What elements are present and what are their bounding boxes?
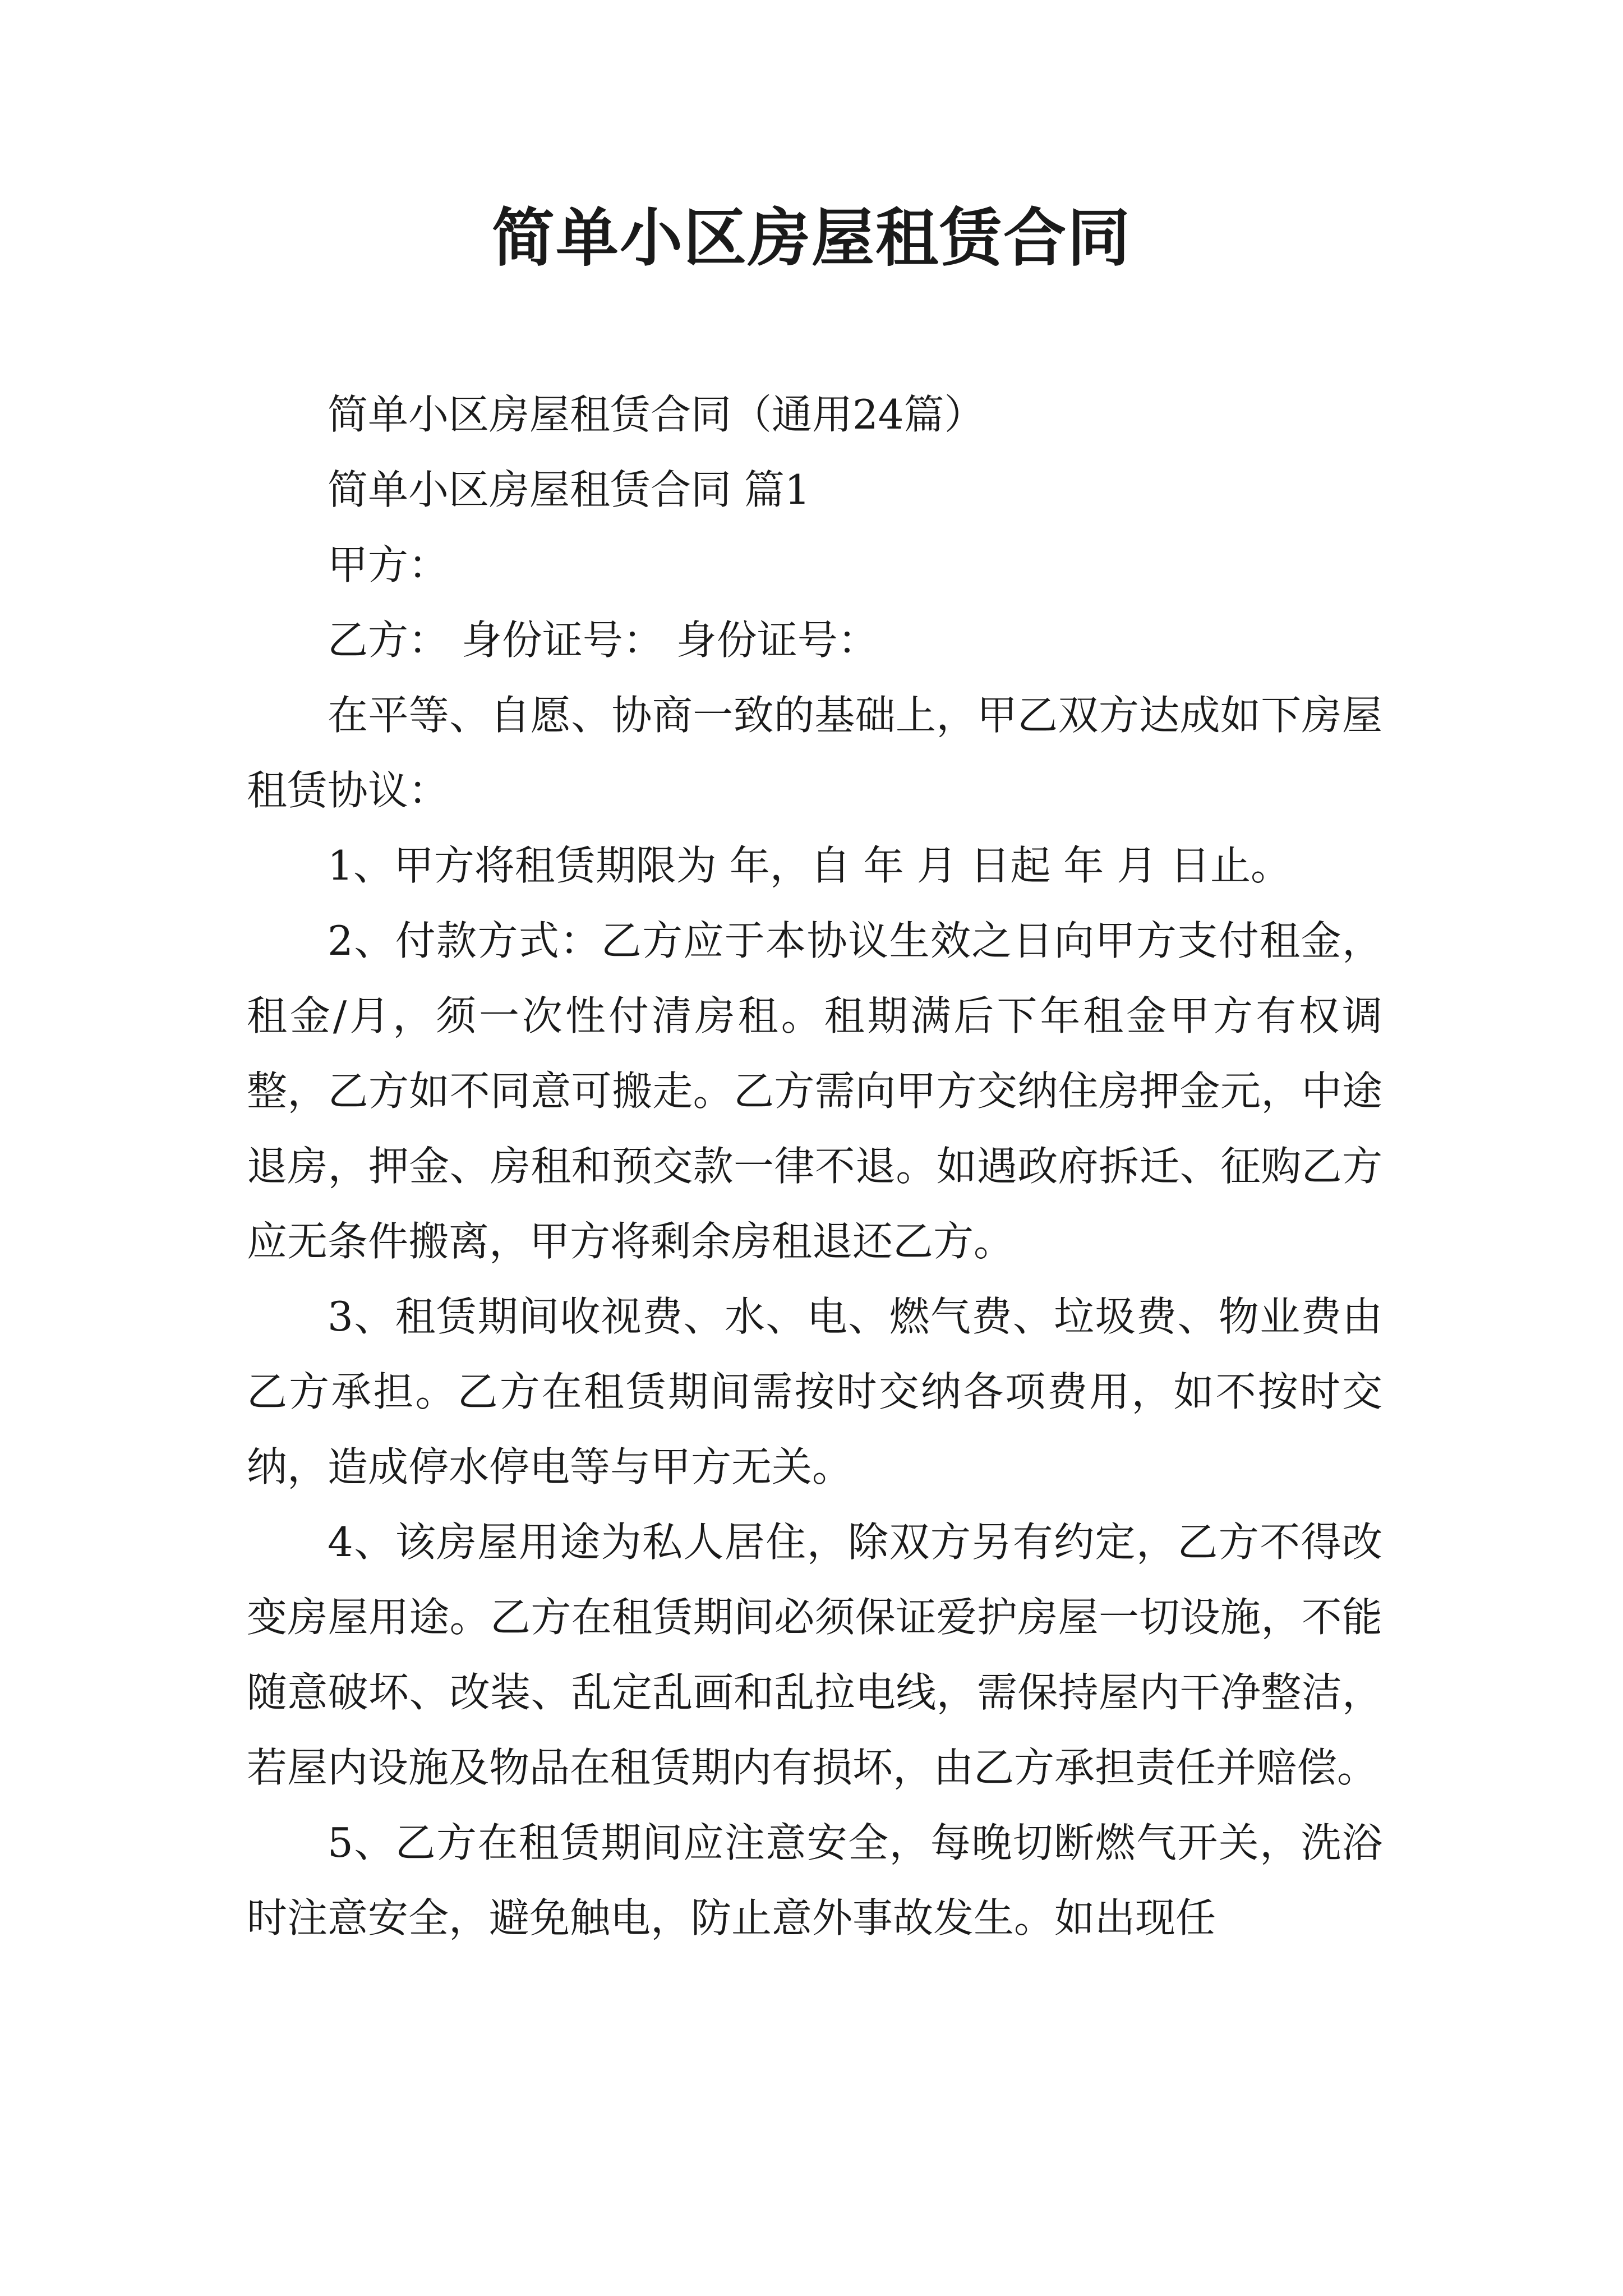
paragraph-preamble: 在平等、自愿、协商一致的基础上，甲乙双方达成如下房屋租赁协议： (247, 692, 1382, 814)
paragraph-clause-2: 2、付款方式：乙方应于本协议生效之日向甲方支付租金，租金/月，须一次性付清房租。租期满后下年租金甲方有权调整，乙方如不同意可搬走。乙方需向甲方交纳住房押金元，中途退房，押金、房租和预交款一律不退。如遇政府拆迁、征购乙方应无条件搬离，甲方将剩余房租退还乙方。 (247, 917, 1382, 1265)
paragraph-party-b: 乙方： 身份证号： 身份证号： (328, 616, 878, 664)
paragraph-clause-5: 5、乙方在租赁期间应注意安全，每晚切断燃气开关，洗浴时注意安全，避免触电，防止意外事故发生。如出现任 (247, 1819, 1382, 1941)
document-title: 简单小区房屋租赁合同 (492, 201, 1131, 275)
paragraph-subtitle: 简单小区房屋租赁合同（通用24篇） (328, 391, 985, 438)
document-body (247, 377, 1382, 1955)
paragraph-clause-1: 1、甲方将租赁期限为 年，自 年 月 日起 年 月 日止。 (328, 842, 1292, 889)
paragraph-party-a: 甲方： (328, 541, 449, 588)
paragraph-clause-3: 3、租赁期间收视费、水、电、燃气费、垃圾费、物业费由乙方承担。乙方在租赁期间需按时交纳各项费用，如不按时交纳，造成停水停电等与甲方无关。 (247, 1293, 1382, 1490)
paragraph-clause-4: 4、该房屋用途为私人居住，除双方另有约定，乙方不得改变房屋用途。乙方在租赁期间必须保证爱护房屋一切设施，不能随意破坏、改装、乱定乱画和乱拉电线，需保持屋内干净整洁，若屋内设施及物品在租赁期内有损坏，由乙方承担责任并赔偿。 (247, 1519, 1382, 1791)
paragraph-section-heading: 简单小区房屋租赁合同 篇1 (328, 466, 810, 513)
